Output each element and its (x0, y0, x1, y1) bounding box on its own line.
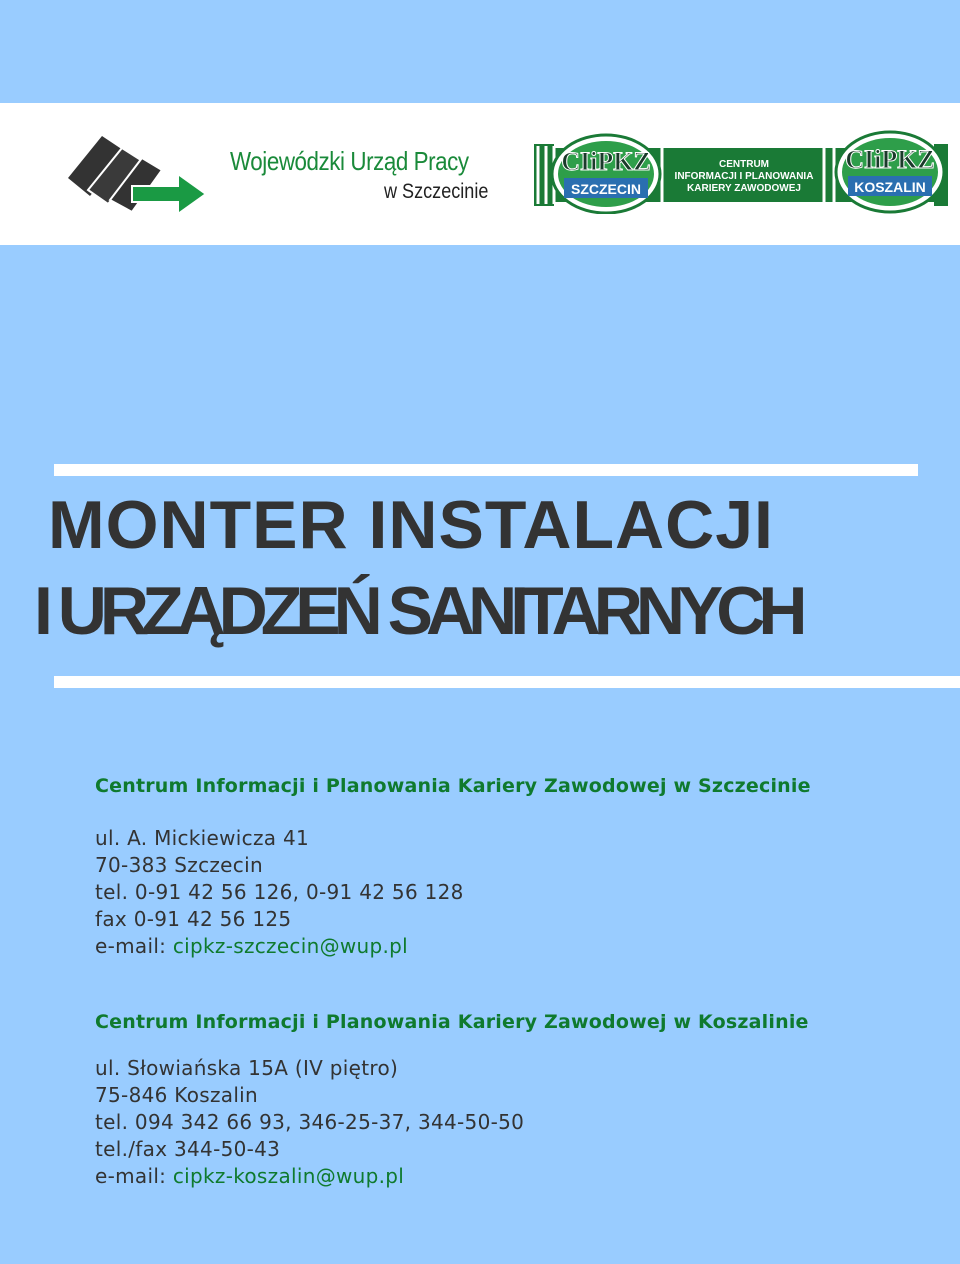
koszalin-heading: Centrum Informacji i Planowania Kariery Zawodowej w Koszalinie (95, 1011, 809, 1033)
szczecin-city: 70-383 Szczecin (95, 853, 263, 877)
title-rule-top (54, 464, 918, 476)
title-line-1: MONTER INSTALACJI (48, 487, 774, 563)
szczecin-email-row (95, 933, 811, 960)
koszalin-email-label: e-mail: (95, 1164, 173, 1188)
cipkz-right-logo-text: CIiPKZ (845, 145, 935, 174)
cipkz-koszalin-logo-icon (836, 132, 944, 212)
banner-line-3: KARIERY ZAWODOWEJ (687, 183, 801, 194)
szczecin-email-label: e-mail: (95, 934, 173, 958)
cipkz-right-city: KOSZALIN (854, 179, 926, 195)
szczecin-heading: Centrum Informacji i Planowania Kariery Zawodowej w Szczecinie (95, 775, 811, 797)
wup-name-line2: w Szczecinie (384, 180, 489, 203)
title-rule-bottom (54, 676, 960, 688)
szczecin-fax: fax 0-91 42 56 125 (95, 907, 292, 931)
koszalin-email-row (95, 1163, 809, 1190)
szczecin-address (95, 825, 811, 960)
koszalin-tel: tel. 094 342 66 93, 346-25-37, 344-50-50 (95, 1110, 525, 1134)
cipkz-szczecin-logo-icon (552, 135, 660, 213)
koszalin-telfax: tel./fax 344-50-43 (95, 1137, 281, 1161)
koszalin-contact (95, 1011, 809, 1190)
szczecin-street: ul. A. Mickiewicza 41 (95, 826, 310, 850)
koszalin-street: ul. Słowiańska 15A (IV piętro) (95, 1056, 399, 1080)
cipkz-banner (534, 130, 948, 214)
cipkz-left-logo-text: CIiPKZ (561, 147, 651, 176)
szczecin-email-link[interactable]: cipkz-szczecin@wup.pl (172, 934, 409, 958)
wup-logo-icon (66, 130, 211, 220)
banner-line-2: INFORMACJI I PLANOWANIA (674, 171, 814, 182)
cipkz-left-city: SZCZECIN (571, 181, 641, 197)
koszalin-city: 75-846 Koszalin (95, 1083, 259, 1107)
koszalin-email-link[interactable]: cipkz-koszalin@wup.pl (172, 1164, 405, 1188)
szczecin-tel: tel. 0-91 42 56 126, 0-91 42 56 128 (95, 880, 464, 904)
koszalin-address (95, 1055, 809, 1190)
szczecin-contact (95, 775, 811, 960)
wup-name-line1: Wojewódzki Urząd Pracy (230, 146, 469, 176)
banner-line-1: CENTRUM (719, 159, 769, 170)
title-line-2: I URZĄDZEŃ SANITARNYCH (34, 573, 801, 649)
